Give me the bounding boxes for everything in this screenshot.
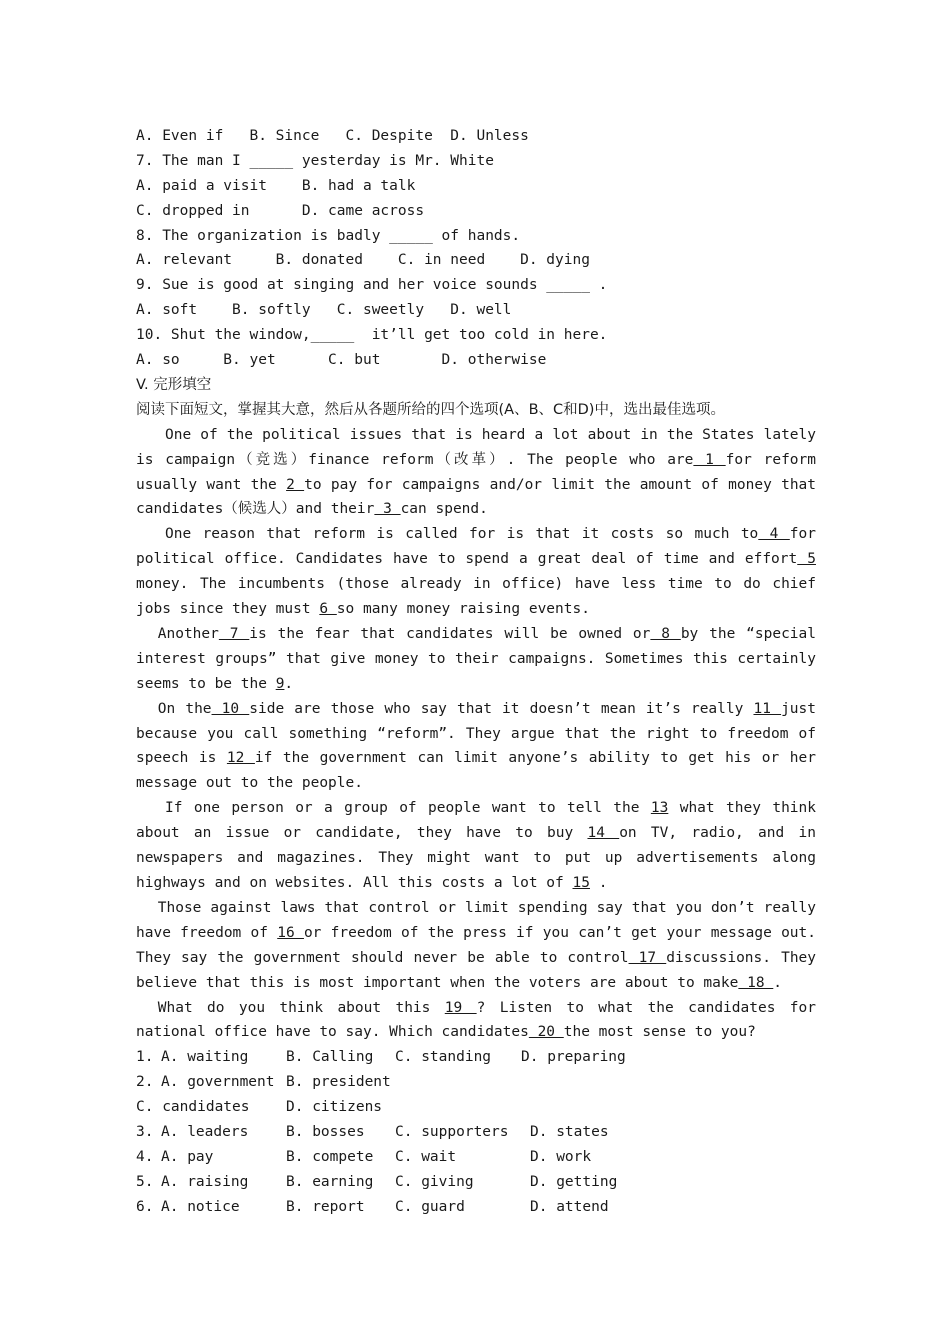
option-d: D. states [530, 1124, 609, 1141]
option-b: B. president [286, 1074, 391, 1091]
passage-text: can spend. [400, 501, 488, 518]
option-b: B. report [286, 1198, 365, 1215]
answer-number: 2. [136, 1074, 154, 1091]
blank-10: 10 [211, 700, 250, 717]
passage-text: . [284, 675, 294, 692]
passage-paragraph-4 [136, 697, 816, 797]
passage-text: side are those who say that it doesn’t mean it’s really [249, 700, 754, 717]
option-d: D. preparing [521, 1049, 626, 1066]
option-c: C. guard [395, 1198, 465, 1215]
option-b: B. compete [286, 1148, 374, 1165]
option-a: A. government [161, 1074, 275, 1091]
question-8: 8. The organization is badly _____ of hands. [136, 227, 521, 244]
question-10: 10. Shut the window,_____ it’ll get too cold in here. [136, 327, 608, 344]
option-a: A. notice [161, 1198, 240, 1215]
option-c: C. giving [395, 1173, 474, 1190]
option-b: B. earning [286, 1173, 374, 1190]
answer-number: 3. [136, 1124, 154, 1141]
answer-row [136, 1145, 816, 1170]
passage-text: what they think about an issue or candidate, they have to buy [136, 800, 816, 842]
answer-row [136, 1195, 816, 1220]
blank-1: 1 [693, 451, 726, 468]
option-c: C. standing [395, 1049, 492, 1066]
blank-9: 9 [275, 675, 285, 692]
passage-text: Another [157, 625, 219, 642]
passage-text: on TV, radio, and in newspapers and magazines. They might want to put up advertisements along highways and on websites. All this costs a lot of [136, 825, 816, 891]
passage-paragraph-1 [136, 423, 816, 523]
blank-17: 17 [628, 949, 667, 966]
question-7-options-cd: C. dropped in D. came across [136, 202, 425, 219]
passage-text: for political office. Candidates have to spend a great deal of time and effort [136, 526, 816, 568]
option-a: A. pay [161, 1148, 214, 1165]
passage-text: to pay for campaigns and/or limit the amount of money that candidates（候选人）and their [136, 476, 817, 518]
passage-text: One reason that reform is called for is that it costs so much to [165, 526, 759, 543]
exam-page [136, 124, 816, 1220]
option-b: B. Calling [286, 1049, 374, 1066]
passage-text: for reform usually want the [136, 451, 816, 493]
passage-paragraph-3 [136, 622, 816, 697]
passage-text: by the “special interest groups” that give money to their campaigns. Sometimes this certainly seems to be the [136, 625, 816, 692]
blank-14: 14 [587, 825, 620, 842]
passage-text: or freedom of the press if you can’t get your message out. They say the government should never be able to control [136, 924, 816, 966]
blank-20: 20 [528, 1024, 564, 1041]
passage-text: One of the political issues that is heard a lot about in the States lately is campaign（竞选）finance reform（改革）. The people who are [136, 426, 816, 468]
answer-row [136, 1170, 816, 1195]
blank-7: 7 [218, 625, 250, 642]
question-9-options: A. soft B. softly C. sweetly D. well [136, 302, 512, 319]
blank-3: 3 [374, 501, 401, 518]
blank-15: 15 [572, 875, 590, 891]
passage-paragraph-6 [136, 896, 816, 996]
passage-text: On the [157, 700, 212, 717]
answer-row [136, 1045, 816, 1070]
passage-text: If one person or a group of people want to tell the [165, 800, 651, 817]
option-a: A. leaders [161, 1124, 249, 1141]
question-7: 7. The man I _____ yesterday is Mr. White [136, 152, 494, 169]
answer-number: 6. [136, 1198, 154, 1215]
option-c: C. wait [395, 1148, 457, 1165]
passage-text: just because you call something “reform”. They argue that the right to freedom of speech is [136, 700, 816, 767]
option-c: C. candidates [136, 1099, 250, 1116]
passage-paragraph-5 [136, 796, 816, 896]
question-7-options-ab: A. paid a visit B. had a talk [136, 177, 416, 194]
blank-11: 11 [753, 700, 782, 717]
passage-text: so many money raising events. [336, 601, 590, 618]
question-10-options: A. so B. yet C. but D. otherwise [136, 352, 547, 369]
passage-paragraph-7 [136, 996, 816, 1046]
passage-text: What do you think about this [157, 999, 445, 1016]
passage-text: money. The incumbents (those already in office) have less time to do chief jobs since they must [136, 576, 816, 618]
passage-text: is the fear that candidates will be owned or [249, 625, 651, 642]
passage-paragraph-2 [136, 522, 816, 622]
question-8-options: A. relevant B. donated C. in need D. dying [136, 252, 590, 269]
blank-16: 16 [277, 924, 304, 941]
question-6-options: A. Even if B. Since C. Despite D. Unless [136, 128, 529, 144]
passage-text: ? Listen to what the candidates for national office have to say. Which candidates [136, 999, 816, 1041]
blank-13: 13 [650, 800, 669, 817]
answer-row [136, 1070, 816, 1095]
section-title: V. 完形填空 [136, 376, 212, 393]
answer-number: 4. [136, 1148, 154, 1165]
passage-text: if the government can limit anyone’s ability to get his or her message out to the people. [136, 750, 816, 792]
answer-options [136, 1045, 816, 1219]
answer-row [136, 1120, 816, 1145]
option-b: B. bosses [286, 1124, 365, 1141]
passage-text: . [589, 875, 608, 891]
passage-text: Those against laws that control or limit spending say that you don’t really have freedom of [136, 899, 816, 941]
blank-19: 19 [444, 999, 477, 1016]
option-c: C. supporters [395, 1124, 509, 1141]
blank-2: 2 [286, 476, 305, 493]
option-d: D. work [530, 1148, 592, 1165]
answer-number: 1. [136, 1049, 154, 1066]
option-d: D. getting [530, 1173, 618, 1190]
passage-text: . [773, 974, 783, 991]
passage-text: the most sense to you? [563, 1024, 756, 1041]
option-a: A. raising [161, 1173, 249, 1190]
blank-6: 6 [319, 601, 337, 618]
answer-number: 5. [136, 1173, 154, 1190]
answer-row [136, 1095, 816, 1120]
blank-12: 12 [226, 750, 255, 767]
option-d: D. attend [530, 1198, 609, 1215]
blank-8: 8 [650, 625, 681, 642]
blank-4: 4 [758, 526, 790, 543]
question-9: 9. Sue is good at singing and her voice sounds _____ . [136, 277, 608, 294]
option-a: A. waiting [161, 1049, 249, 1066]
section-instruction: 阅读下面短文，掌握其大意，然后从各题所给的四个选项(A、B、C和D)中，选出最佳选项。 [136, 401, 725, 418]
passage-text: discussions. They believe that this is most important when the voters are about to make [136, 949, 817, 991]
blank-18: 18 [738, 974, 774, 991]
option-d: D. citizens [286, 1099, 383, 1116]
blank-5: 5 [797, 551, 816, 568]
